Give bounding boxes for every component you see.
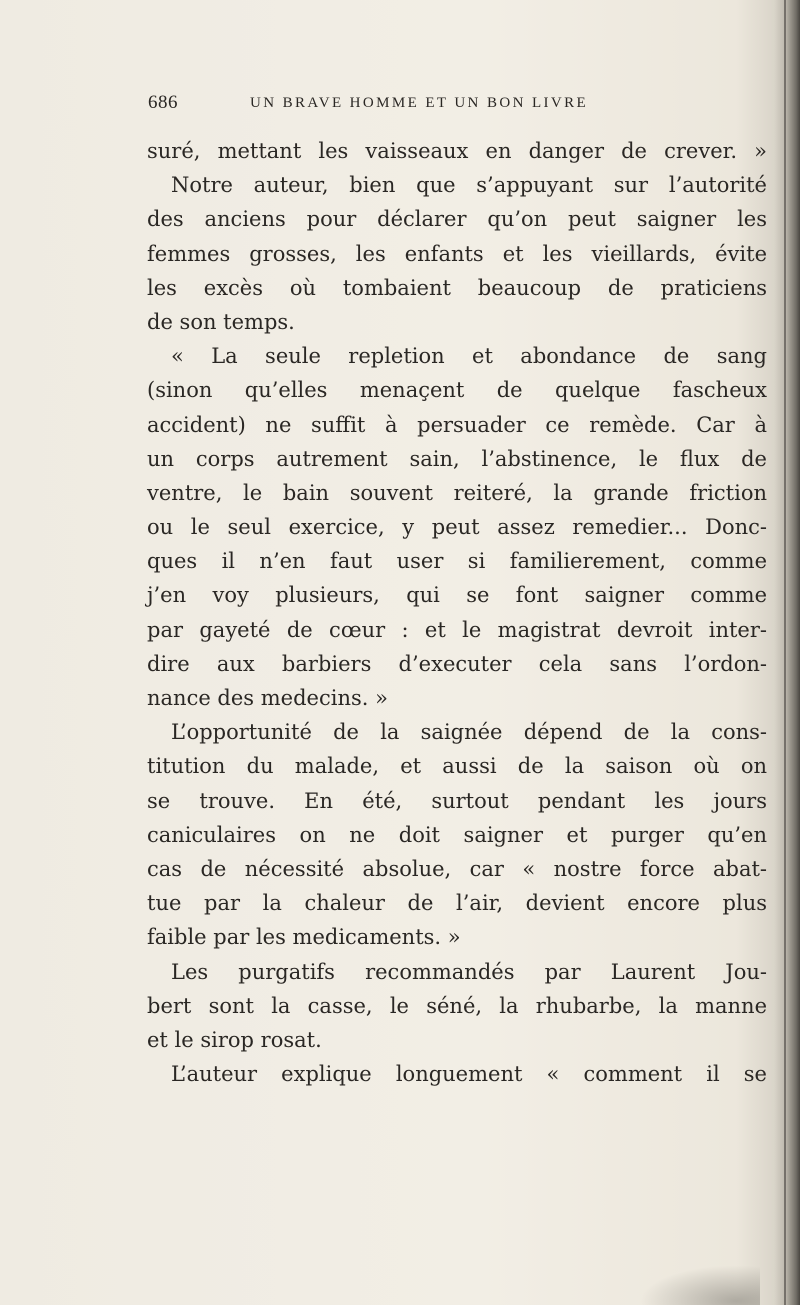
text-line: les excès où tombaient beaucoup de praticiens [147, 275, 767, 300]
page-edge-shadow [774, 0, 800, 1305]
text-line: par gayeté de cœur : et le magistrat devroit inter- [147, 617, 767, 642]
text-line: accident) ne suffit à persuader ce remède. Car à [147, 412, 767, 437]
text-line: L’auteur explique longuement « comment il se [171, 1062, 767, 1087]
page-edge-line [784, 0, 786, 1305]
text-line: ou le seul exercice, y peut assez remedier... Donc- [147, 515, 767, 540]
text-line: de son temps. [147, 309, 295, 334]
text-line: j’en voy plusieurs, qui se font saigner comme [147, 583, 767, 608]
text-line: (sinon qu’elles menaçent de quelque fascheux [147, 378, 767, 403]
text-line: ventre, le bain souvent reiteré, la grande friction [147, 480, 767, 505]
text-line: bert sont la casse, le séné, la rhubarbe, la manne [147, 993, 767, 1018]
text-line: se trouve. En été, surtout pendant les jours [147, 788, 767, 813]
text-line: nance des medecins. » [147, 686, 388, 710]
text-line: tue par la chaleur de l’air, devient encore plus [147, 891, 767, 916]
text-line: caniculaires on ne doit saigner et purger qu’en [147, 822, 767, 847]
text-line: cas de nécessité absolue, car « nostre force abat- [147, 856, 767, 881]
body-text [147, 134, 767, 1091]
text-line: un corps autrement sain, l’abstinence, le flux de [147, 446, 767, 471]
page-header [148, 92, 768, 122]
text-line: Notre auteur, bien que s’appuyant sur l’autorité [171, 173, 767, 198]
running-title: UN BRAVE HOMME ET UN BON LIVRE [250, 95, 589, 111]
text-line: titution du malade, et aussi de la saison où on [147, 754, 767, 779]
text-line: Les purgatifs recommandés par Laurent Jou- [171, 959, 767, 984]
page-number: 686 [148, 92, 178, 113]
text-line: ques il n’en faut user si familierement, comme [147, 549, 767, 574]
text-line: L’opportunité de la saignée dépend de la cons- [171, 720, 767, 745]
text-line: suré, mettant les vaisseaux en danger de crever. » [147, 139, 767, 163]
text-line: faible par les medicaments. » [147, 925, 461, 950]
text-line: dire aux barbiers d’executer cela sans l’ordon- [147, 651, 767, 676]
text-line: et le sirop rosat. [147, 1027, 322, 1052]
page-smudge [640, 1265, 760, 1305]
text-line: « La seule repletion et abondance de sang [171, 344, 767, 369]
text-line: des anciens pour déclarer qu’on peut saigner les [147, 207, 767, 232]
text-line: femmes grosses, les enfants et les vieillards, évite [147, 241, 767, 266]
